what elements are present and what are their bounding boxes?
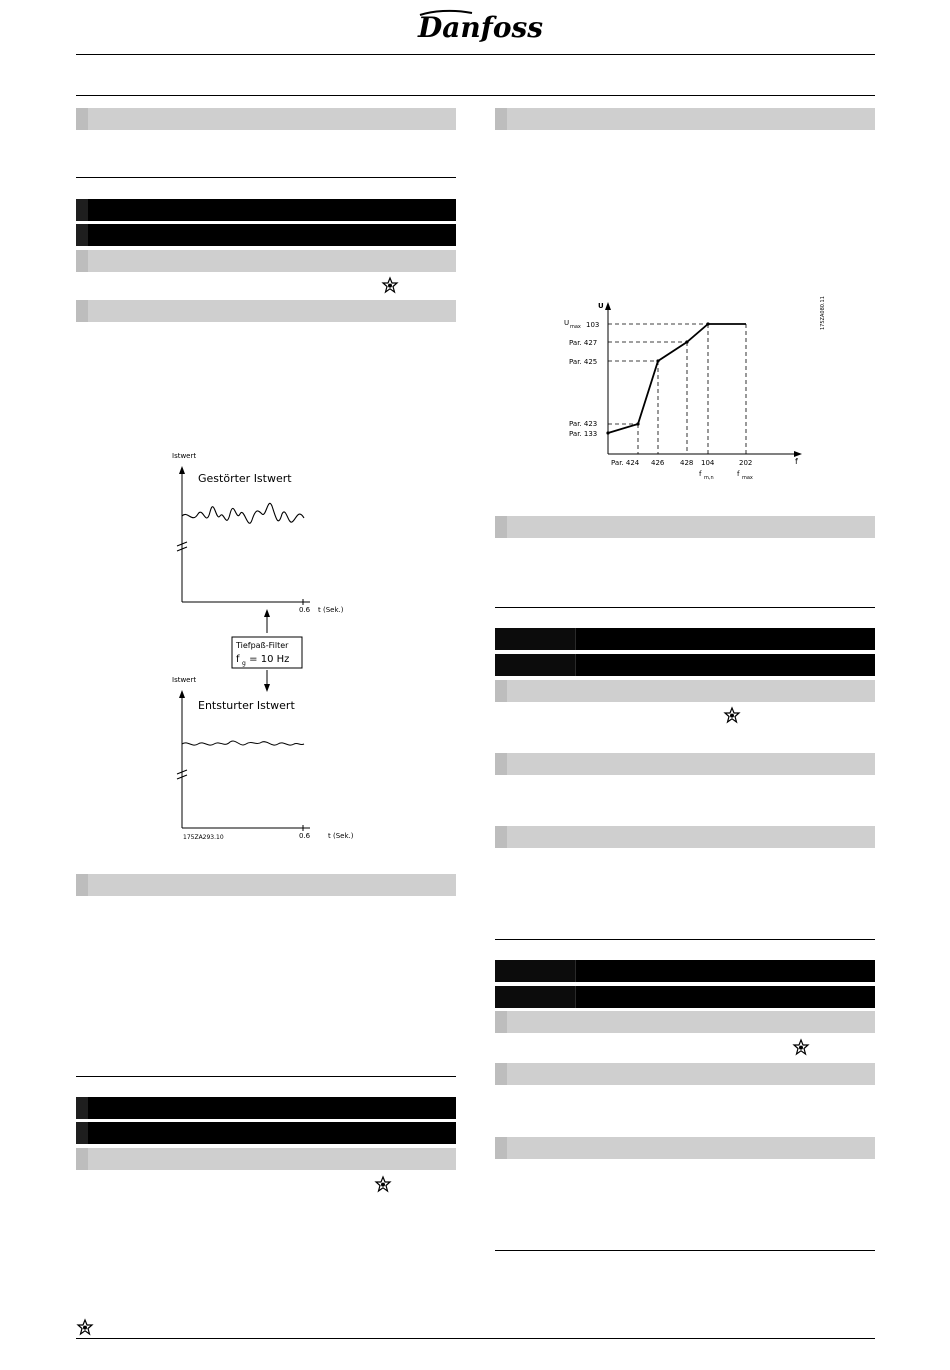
- left-param-bar-4: [76, 1122, 456, 1144]
- right-param-bar-1: [495, 628, 875, 650]
- left-function-bar-2: [76, 874, 456, 896]
- vf-par423-label: Par. 423: [569, 420, 598, 428]
- vf-umax-sub: max: [570, 324, 581, 330]
- footer-rule: [76, 1338, 875, 1339]
- header-rule-bottom: [76, 95, 875, 96]
- right-divider-2: [495, 939, 875, 940]
- lowpass-filter-figure: [170, 448, 370, 848]
- filter-box-f: f: [236, 654, 240, 665]
- vf-202-label: 202: [739, 459, 753, 467]
- noisy-signal-curve: [182, 503, 304, 523]
- danfoss-logo: [412, 5, 544, 47]
- vf-par133-label: Par. 133: [569, 430, 598, 438]
- bottom-plot-title: Entsturter Istwert: [198, 699, 295, 712]
- header-rule-top: [76, 54, 875, 55]
- filter-box-freq: = 10 Hz: [246, 654, 290, 665]
- bottom-plot-y-arrow: [179, 690, 185, 698]
- vf-y-axis-label: U: [598, 302, 604, 310]
- vf-104-label: 104: [701, 459, 715, 467]
- vf-umax-num: 103: [586, 321, 600, 329]
- right-param-bar-4: [495, 986, 875, 1008]
- danfoss-logo-graphic: [412, 5, 544, 47]
- footer-star-icon: [77, 1319, 93, 1335]
- vf-curve: [608, 324, 746, 433]
- vf-fmax-label: f: [737, 470, 740, 478]
- factory-setting-star-icon: [793, 1039, 809, 1055]
- left-value-bar-2: [76, 1148, 456, 1170]
- top-plot-title: Gestörter Istwert: [198, 472, 292, 485]
- right-param-bar-2: [495, 654, 875, 676]
- arrow-down-icon: [264, 684, 270, 692]
- top-plot-ylabel: Istwert: [172, 452, 197, 460]
- filter-box-sub: g: [242, 660, 246, 667]
- vf-fmn-sub: m,n: [704, 475, 714, 481]
- vf-fmn-label: f: [699, 470, 702, 478]
- right-function-bar-1: [495, 516, 875, 538]
- right-section-bar-1: [495, 108, 875, 130]
- vf-426-label: 426: [651, 459, 665, 467]
- top-plot-x-label: t (Sek.): [318, 606, 344, 614]
- filtered-signal-curve: [182, 741, 304, 745]
- factory-setting-star-icon: [375, 1176, 391, 1192]
- right-function-bar-5: [495, 1137, 875, 1159]
- filter-box-line1: Tiefpaß-Filter: [236, 641, 289, 650]
- left-divider-2: [76, 1076, 456, 1077]
- left-section-bar-1: [76, 108, 456, 130]
- left-value-bar-1: [76, 250, 456, 272]
- vf-fmax-sub: max: [742, 475, 753, 481]
- right-divider-3: [495, 1250, 875, 1251]
- vf-x-axis-label: f: [795, 457, 798, 466]
- vf-guide-lines: [608, 324, 746, 454]
- left-function-bar-1: [76, 300, 456, 322]
- right-function-bar-4: [495, 1063, 875, 1085]
- vf-par424-label: Par. 424: [611, 459, 640, 467]
- bottom-plot-x-label: t (Sek.): [328, 832, 354, 840]
- vf-y-arrow: [605, 302, 611, 310]
- top-plot-y-arrow: [179, 466, 185, 474]
- bottom-plot-ylabel: Istwert: [172, 676, 197, 684]
- right-value-bar-2: [495, 1011, 875, 1033]
- factory-setting-star-icon: [724, 707, 740, 723]
- arrow-up-icon: [264, 609, 270, 617]
- top-plot-x-tick: 0.6: [299, 606, 311, 614]
- factory-setting-star-icon: [382, 277, 398, 293]
- right-param-bar-3: [495, 960, 875, 982]
- brand-logo-text: Danfoss: [418, 11, 544, 44]
- vf-par427-label: Par. 427: [569, 339, 598, 347]
- filter-figure-id: 175ZA293.10: [183, 834, 224, 841]
- vf-428-label: 428: [680, 459, 694, 467]
- right-function-bar-3: [495, 826, 875, 848]
- bottom-plot-x-tick: 0.6: [299, 832, 311, 840]
- left-param-bar-2: [76, 224, 456, 246]
- left-divider-1: [76, 177, 456, 178]
- vf-characteristic-figure: [560, 296, 826, 486]
- right-function-bar-2: [495, 753, 875, 775]
- vf-umax-label: U: [564, 319, 570, 327]
- right-value-bar-1: [495, 680, 875, 702]
- vf-figure-id: 175ZA080.11: [820, 296, 826, 330]
- vf-par425-label: Par. 425: [569, 358, 598, 366]
- left-param-bar-3: [76, 1097, 456, 1119]
- right-divider-1: [495, 607, 875, 608]
- left-param-bar-1: [76, 199, 456, 221]
